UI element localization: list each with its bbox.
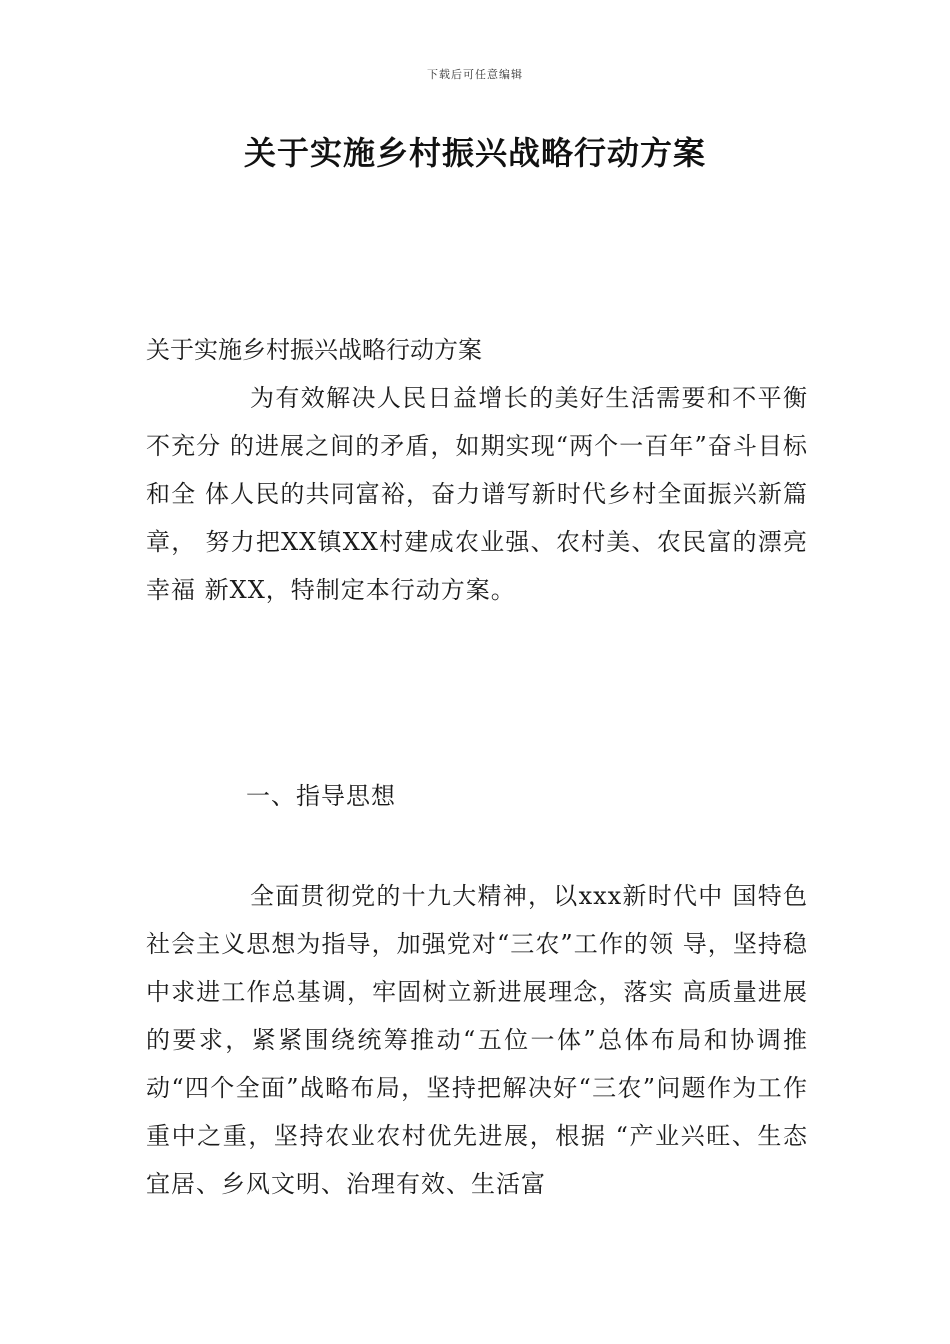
guiding-ideology-paragraph: 全面贯彻党的十九大精神，以xxx新时代中 国特色社会主义思想为指导，加强党对“三农”工作的领 导，坚持稳中求进工作总基调，牢固树立新进展理念，落实 高质量进展的要求，紧紧围绕统筹推动“五位一体”总体布局和协调推动“四个全面”战略布局，坚持把解决好“三农”问题作为工作重中之重，坚持农业农村优先进展，根据 “产业兴旺、生态宜居、乡风文明、治理有效、生活富 [146,882,808,1198]
section-heading-guiding-ideology: 一、指导思想 [246,782,396,810]
header-note: 下载后可任意编辑 [427,68,523,81]
document-subtitle: 关于实施乡村振兴战略行动方案 [146,336,482,364]
intro-paragraph: 为有效解决人民日益增长的美好生活需要和不平衡不充分 的进展之间的矛盾，如期实现“两个一百年”奋斗目标和全 体人民的共同富裕，奋力谱写新时代乡村全面振兴新篇章， 努力把XX镇XX村建成农业强、农村美、农民富的漂亮幸福 新XX，特制定本行动方案。 [146,384,808,604]
document-title: 关于实施乡村振兴战略行动方案 [243,134,706,172]
